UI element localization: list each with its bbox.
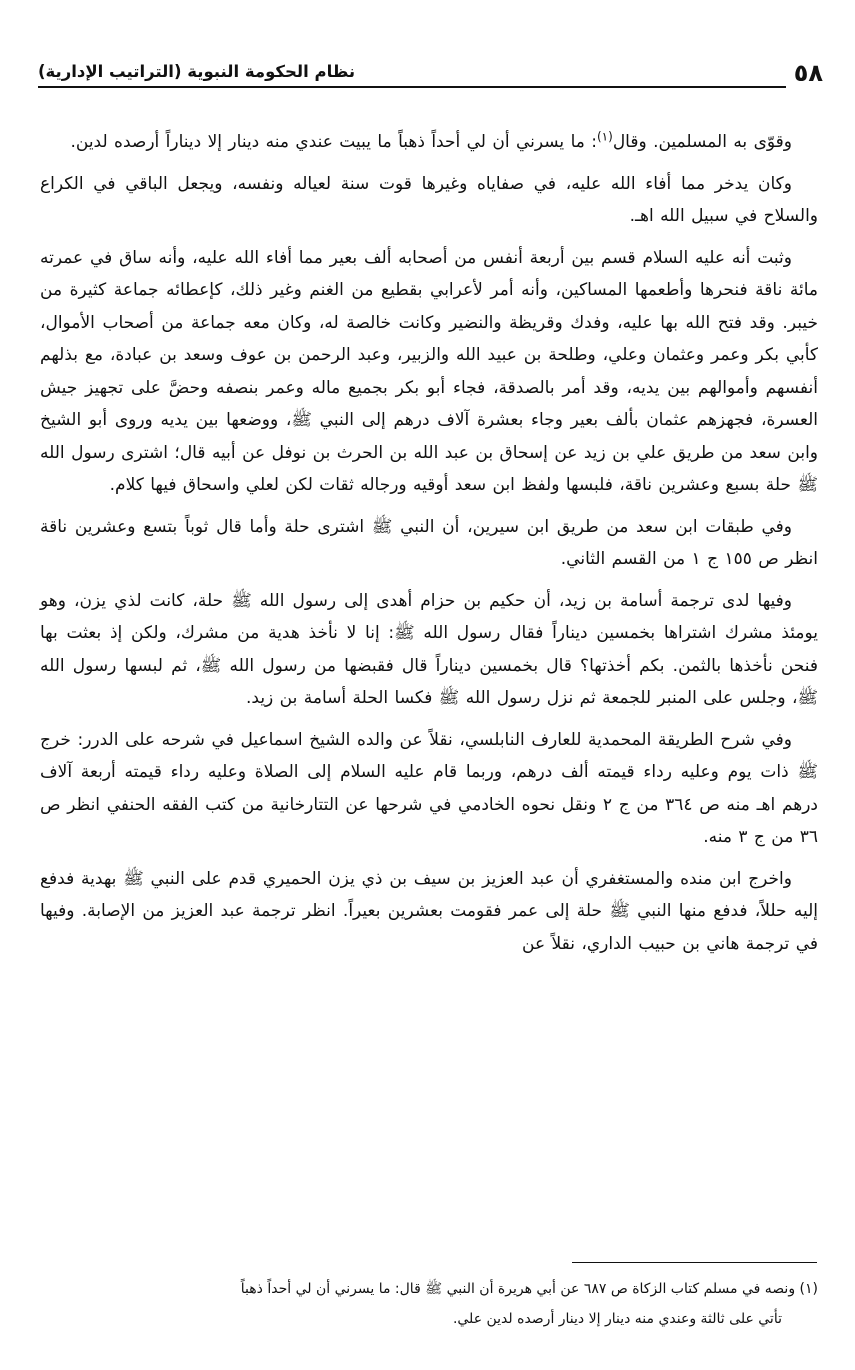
paragraph-1-text-start: وقوّى به المسلمين. وقال [612, 132, 792, 152]
footnote-divider [572, 1262, 817, 1263]
paragraph-5: وفيها لدى ترجمة أسامة بن زيد، أن حكيم بن حزام أهدى إلى رسول الله ﷺ حلة، كانت لذي يزن، وهو يومئذ مشرك اشتراها بخمسين ديناراً فقال رسول الله ﷺ: إنا لا نأخذ هدية من مشرك، ولكن إذ بعثت بها فنحن نأخذها بالثمن. بكم أخذتها؟ قال بخمسين ديناراً قال فقبضها من رسول الله ﷺ، ثم لبسها رسول الله ﷺ، وجلس على المنبر للجمعة ثم نزل رسول الله ﷺ فكسا الحلة أسامة بن زيد. [40, 590, 818, 708]
paragraph-6: وفي شرح الطريقة المحمدية للعارف النابلسي، نقلاً عن والده الشيخ اسماعيل في شرحه على الدرر: خرج ﷺ ذات يوم وعليه رداء قيمته ألف درهم، وربما قام عليه السلام إلى الصلاة وعليه رداء قيمته أربعة آلاف درهم اهـ منه ص ٣٦٤ من ج ٢ ونقل نحوه الخادمي في شرحها عن التتارخانية من كتب الفقه الحنفي انظر ص ٣٦ من ج ٣ منه. [40, 729, 819, 847]
paragraph-1-text-end: : ما يسرني أن لي أحداً ذهباً ما يبيت عندي منه دينار إلا ديناراً أرصده لدين. [70, 132, 597, 152]
page-number: ٥٨ [793, 59, 823, 87]
paragraph-3: وثبت أنه عليه السلام قسم بين أربعة أنفس من أصحابه ألف بعير مما أفاء الله عليه، وأنه ساق في عمرته مائة ناقة فنحرها وأطعمها المساكين، وأنه أمر لأعرابي بقطيع من الغنم وغير ذلك، كإعطائه جماعة كثيرة من خيبر. وقد فتح الله بها عليه، وفدك وقريظة والنضير وكانت خالصة له، وكان معه جماعة من أصحاب الأموال، كأبي بكر وعمر وعثمان وعلي، وطلحة بن عبيد الله والزبير، وعبد الرحمن بن عوف وسعد بن عبادة، مع بذلهم أنفسهم وأموالهم بين يديه، وقد أمر بالصدقة، فجاء أبو بكر بجميع ماله وعمر بنصفه وحضَّ على تجهيز جيش العسرة، فجهزهم عثمان بألف بعير وجاء بعشرة آلاف درهم إلى النبي ﷺ، ووضعها بين يديه وروى أبو الشيخ وابن سعد من طريق علي بن زيد عن إسحاق بن عبد الله بن الحرث بن نوفل عن أبيه قال؛ اشترى رسول الله ﷺ حلة بسبع وعشرين ناقة، فلبسها ولفظ ابن سعد أوقيه ورجاله ثقات لكن لعلي واسحاق فيها كلام. [40, 247, 818, 495]
paragraph-1 [40, 126, 818, 159]
page-header [38, 54, 823, 88]
paragraph-7: واخرج ابن منده والمستغفري أن عبد العزيز بن سيف بن ذي يزن الحميري قدم على النبي ﷺ بهدية فدفع إليه حللاً، فدفع منها النبي ﷺ حلة إلى عمر فقومت بعشرين بعيراً. انظر ترجمة عبد العزيز من الإصابة. وفيها في ترجمة هاني بن حبيب الداري، نقلاً عن [40, 868, 818, 954]
footnote-line-2: تأتي على ثالثة وعندي منه دينار إلا دينار أرصده لدين علي. [452, 1311, 782, 1327]
running-title: نظام الحكومة النبوية (التراتيب الإدارية) [38, 59, 786, 88]
paragraph-2: وكان يدخر مما أفاء الله عليه، في صفاياه وغيرها قوت سنة لعياله ونفسه، ويجعل الباقي في الكراع والسلاح في سبيل الله اهـ. [40, 173, 818, 226]
footnote-reference: (١) [596, 129, 613, 144]
main-text [40, 126, 818, 969]
footnote [40, 1274, 818, 1334]
footnote-line-1: (١) ونصه في مسلم كتاب الزكاة ص ٦٨٧ عن أبي هريرة أن النبي ﷺ قال: ما يسرني أن لي أحداً ذهباً [240, 1281, 818, 1297]
paragraph-4: وفي طبقات ابن سعد من طريق ابن سيرين، أن النبي ﷺ اشترى حلة وأما قال ثوباً بتسع وعشرين ناقة انظر ص ١٥٥ ج ١ من القسم الثاني. [40, 516, 818, 569]
